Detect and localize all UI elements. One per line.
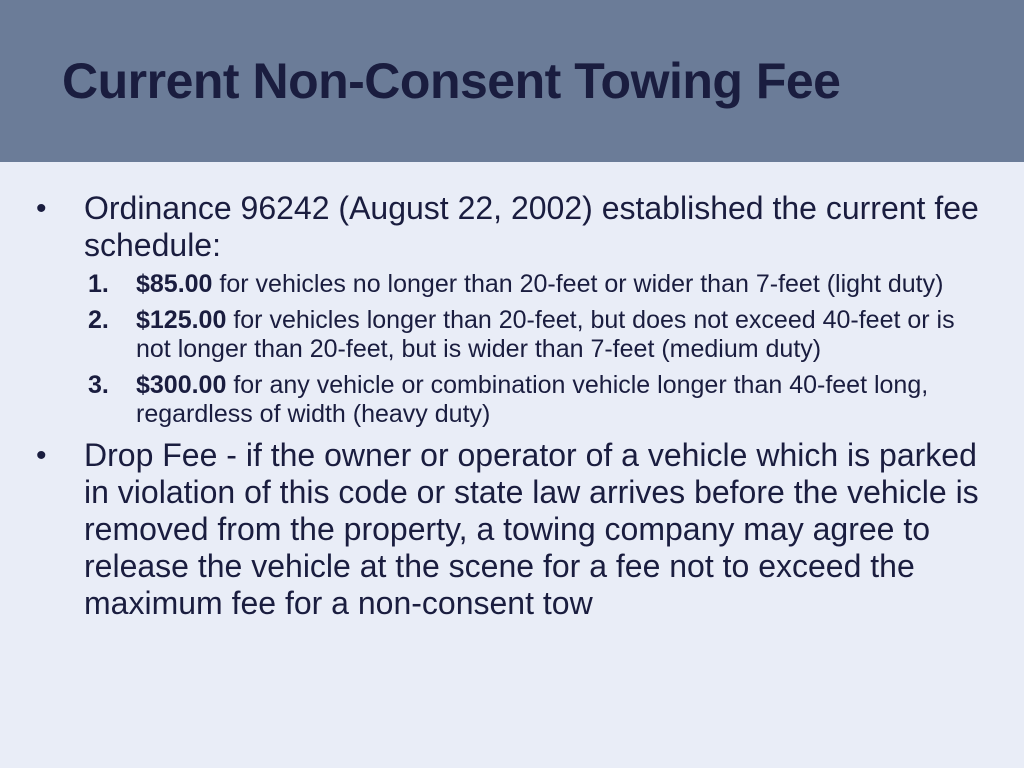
bullet-drop-fee: [0, 437, 1024, 622]
bullet-dot-icon: •: [36, 439, 47, 472]
fee-item-heavy-duty: [0, 371, 1024, 429]
bullet-drop-fee-text: Drop Fee - if the owner or operator of a vehicle which is parked in violation of this code or state law arrives before the vehicle is removed from the property, a towing company may agree to release the vehicle at the scene for a fee not to exceed the maximum fee for a non-consent tow: [84, 437, 979, 621]
fee-item-medium-duty: [0, 306, 1024, 364]
fee-item-light-duty: [0, 270, 1024, 299]
fee-item-number: 2.: [88, 306, 109, 334]
fee-item-description: for vehicles no longer than 20-feet or wider than 7-feet (light duty): [212, 270, 944, 298]
bullet-dot-icon: •: [36, 192, 47, 225]
title-bar: [0, 0, 1024, 162]
bullet-ordinance: [0, 190, 1024, 264]
fee-item-amount: $125.00: [136, 306, 227, 334]
fee-item-number: 3.: [88, 371, 109, 399]
slide-title: Current Non-Consent Towing Fee: [62, 53, 841, 109]
fee-item-amount: $300.00: [136, 371, 227, 399]
fee-schedule-list: [0, 270, 1024, 429]
bullet-ordinance-text: Ordinance 96242 (August 22, 2002) established the current fee schedule:: [84, 190, 979, 263]
fee-item-amount: $85.00: [136, 270, 213, 298]
fee-item-number: 1.: [88, 270, 109, 298]
fee-item-description: for vehicles longer than 20-feet, but does not exceed 40-feet or is not longer than 20-feet, but is wider than 7-feet (medium duty): [136, 306, 955, 363]
slide-content: [0, 190, 1024, 622]
fee-item-description: for any vehicle or combination vehicle longer than 40-feet long, regardless of width (heavy duty): [136, 371, 929, 428]
